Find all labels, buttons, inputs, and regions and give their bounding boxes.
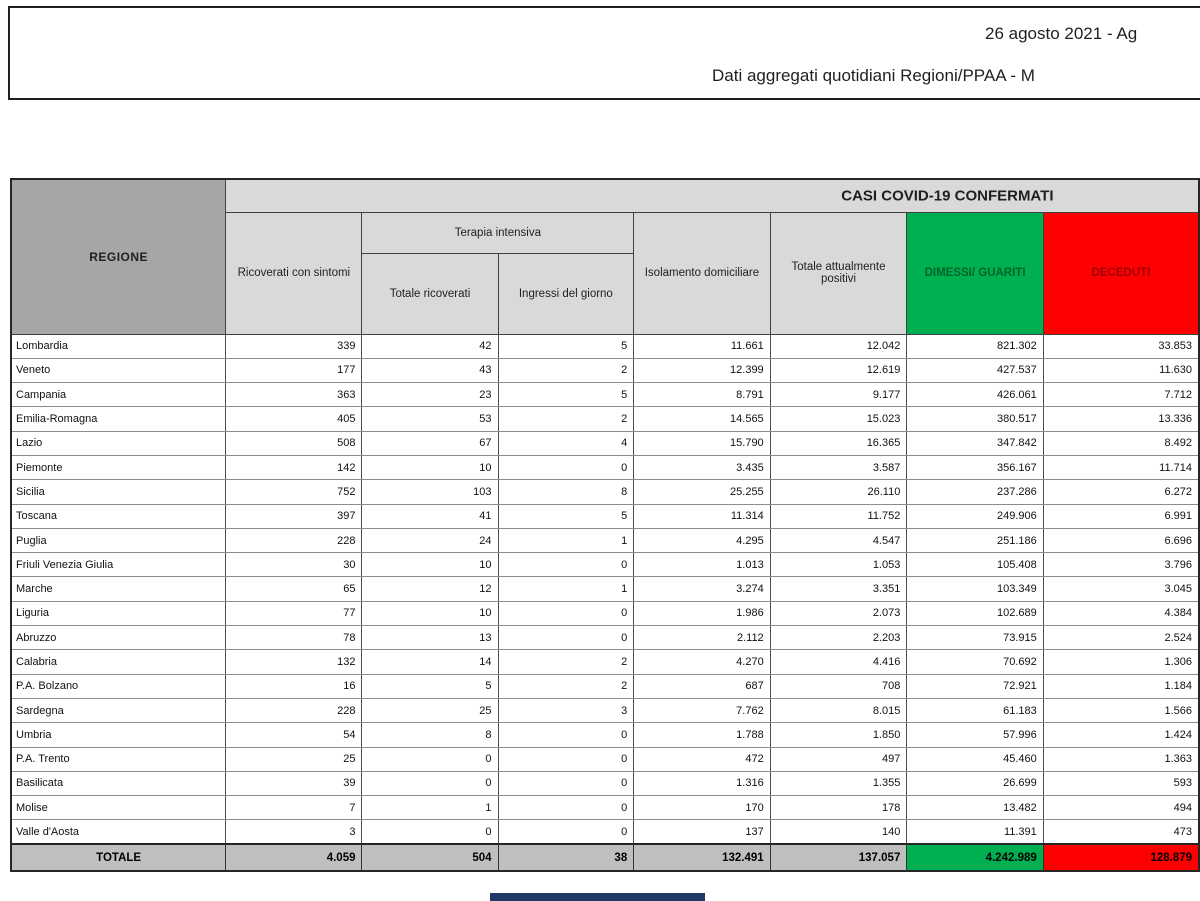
ti-ingressi-value: 5 — [498, 504, 634, 528]
positivi-value: 26.110 — [770, 480, 907, 504]
deceduti-value: 2.524 — [1043, 626, 1199, 650]
isolamento-value: 2.112 — [634, 626, 770, 650]
table-row — [11, 674, 1199, 698]
guariti-value: 105.408 — [907, 553, 1043, 577]
column-header-deceduti: DECEDUTI — [1043, 212, 1199, 334]
isolamento-value: 687 — [634, 674, 770, 698]
isolamento-value: 4.295 — [634, 528, 770, 552]
region-name: Molise — [11, 796, 226, 820]
deceduti-value: 3.045 — [1043, 577, 1199, 601]
region-name: Umbria — [11, 723, 226, 747]
positivi-value: 2.073 — [770, 601, 907, 625]
ricoverati-value: 142 — [226, 455, 362, 479]
column-header-ti-totale: Totale ricoverati — [362, 253, 498, 334]
ti-totale-value: 0 — [362, 820, 498, 844]
totale-isolamento: 132.491 — [634, 844, 770, 871]
deceduti-value: 494 — [1043, 796, 1199, 820]
positivi-value: 12.042 — [770, 334, 907, 358]
guariti-value: 347.842 — [907, 431, 1043, 455]
ti-totale-value: 42 — [362, 334, 498, 358]
isolamento-value: 12.399 — [634, 358, 770, 382]
ricoverati-value: 405 — [226, 407, 362, 431]
column-header-ricoverati: Ricoverati con sintomi — [226, 212, 362, 334]
column-header-regione: REGIONE — [11, 179, 226, 334]
covid-table — [10, 178, 1200, 872]
column-header-guariti: DIMESSI/ GUARITI — [907, 212, 1043, 334]
positivi-value: 708 — [770, 674, 907, 698]
ricoverati-value: 39 — [226, 771, 362, 795]
guariti-value: 73.915 — [907, 626, 1043, 650]
region-name: Valle d'Aosta — [11, 820, 226, 844]
ti-totale-value: 0 — [362, 747, 498, 771]
table-row — [11, 698, 1199, 722]
isolamento-value: 1.986 — [634, 601, 770, 625]
isolamento-value: 3.435 — [634, 455, 770, 479]
totale-label: TOTALE — [11, 844, 226, 871]
guariti-value: 72.921 — [907, 674, 1043, 698]
positivi-value: 4.416 — [770, 650, 907, 674]
ti-totale-value: 8 — [362, 723, 498, 747]
totale-guariti: 4.242.989 — [907, 844, 1043, 871]
ricoverati-value: 363 — [226, 383, 362, 407]
region-name: Friuli Venezia Giulia — [11, 553, 226, 577]
positivi-value: 497 — [770, 747, 907, 771]
positivi-value: 1.053 — [770, 553, 907, 577]
deceduti-value: 6.696 — [1043, 528, 1199, 552]
guariti-value: 45.460 — [907, 747, 1043, 771]
isolamento-value: 472 — [634, 747, 770, 771]
isolamento-value: 7.762 — [634, 698, 770, 722]
guariti-value: 821.302 — [907, 334, 1043, 358]
table-row — [11, 407, 1199, 431]
guariti-value: 249.906 — [907, 504, 1043, 528]
ti-totale-value: 24 — [362, 528, 498, 552]
table-row — [11, 626, 1199, 650]
guariti-value: 103.349 — [907, 577, 1043, 601]
guariti-value: 356.167 — [907, 455, 1043, 479]
positivi-value: 140 — [770, 820, 907, 844]
ricoverati-value: 752 — [226, 480, 362, 504]
deceduti-value: 6.272 — [1043, 480, 1199, 504]
totale-row — [11, 844, 1199, 871]
table-row — [11, 358, 1199, 382]
positivi-value: 16.365 — [770, 431, 907, 455]
isolamento-value: 1.788 — [634, 723, 770, 747]
table-row — [11, 723, 1199, 747]
ricoverati-value: 65 — [226, 577, 362, 601]
bottom-blue-bar — [490, 893, 705, 901]
region-name: Veneto — [11, 358, 226, 382]
ti-totale-value: 5 — [362, 674, 498, 698]
deceduti-value: 7.712 — [1043, 383, 1199, 407]
guariti-value: 11.391 — [907, 820, 1043, 844]
isolamento-value: 14.565 — [634, 407, 770, 431]
column-header-ti-ingressi: Ingressi del giorno — [498, 253, 634, 334]
ti-ingressi-value: 0 — [498, 723, 634, 747]
ti-ingressi-value: 0 — [498, 747, 634, 771]
table-row — [11, 771, 1199, 795]
deceduti-value: 6.991 — [1043, 504, 1199, 528]
table-row — [11, 747, 1199, 771]
isolamento-value: 3.274 — [634, 577, 770, 601]
casi-confermati-banner: CASI COVID-19 CONFERMATI — [226, 179, 1199, 212]
table-row — [11, 334, 1199, 358]
region-name: Liguria — [11, 601, 226, 625]
ricoverati-value: 77 — [226, 601, 362, 625]
region-name: Marche — [11, 577, 226, 601]
ti-ingressi-value: 3 — [498, 698, 634, 722]
region-name: Toscana — [11, 504, 226, 528]
ti-ingressi-value: 0 — [498, 796, 634, 820]
guariti-value: 237.286 — [907, 480, 1043, 504]
table-row — [11, 528, 1199, 552]
deceduti-value: 4.384 — [1043, 601, 1199, 625]
ricoverati-value: 16 — [226, 674, 362, 698]
ricoverati-value: 54 — [226, 723, 362, 747]
ti-ingressi-value: 1 — [498, 528, 634, 552]
table-row — [11, 601, 1199, 625]
ti-ingressi-value: 0 — [498, 626, 634, 650]
ti-totale-value: 10 — [362, 455, 498, 479]
ti-totale-value: 13 — [362, 626, 498, 650]
deceduti-value: 1.424 — [1043, 723, 1199, 747]
region-name: Emilia-Romagna — [11, 407, 226, 431]
ti-ingressi-value: 0 — [498, 771, 634, 795]
ricoverati-value: 339 — [226, 334, 362, 358]
isolamento-value: 15.790 — [634, 431, 770, 455]
region-name: Puglia — [11, 528, 226, 552]
positivi-value: 15.023 — [770, 407, 907, 431]
table-row — [11, 650, 1199, 674]
ricoverati-value: 132 — [226, 650, 362, 674]
ti-ingressi-value: 2 — [498, 358, 634, 382]
isolamento-value: 170 — [634, 796, 770, 820]
table-row — [11, 820, 1199, 844]
table-row — [11, 796, 1199, 820]
ricoverati-value: 508 — [226, 431, 362, 455]
totale-ti: 504 — [362, 844, 498, 871]
ti-ingressi-value: 2 — [498, 674, 634, 698]
ricoverati-value: 78 — [226, 626, 362, 650]
guariti-value: 380.517 — [907, 407, 1043, 431]
ti-ingressi-value: 2 — [498, 407, 634, 431]
ti-totale-value: 53 — [362, 407, 498, 431]
ti-ingressi-value: 1 — [498, 577, 634, 601]
ti-ingressi-value: 5 — [498, 334, 634, 358]
table-footer — [11, 844, 1199, 871]
deceduti-value: 3.796 — [1043, 553, 1199, 577]
ricoverati-value: 228 — [226, 528, 362, 552]
ti-totale-value: 67 — [362, 431, 498, 455]
ti-totale-value: 1 — [362, 796, 498, 820]
ricoverati-value: 397 — [226, 504, 362, 528]
ti-ingressi-value: 8 — [498, 480, 634, 504]
isolamento-value: 1.013 — [634, 553, 770, 577]
ti-ingressi-value: 0 — [498, 455, 634, 479]
ricoverati-value: 30 — [226, 553, 362, 577]
report-header — [8, 6, 1200, 100]
totale-ingressi: 38 — [498, 844, 634, 871]
totale-ricoverati: 4.059 — [226, 844, 362, 871]
region-name: Sardegna — [11, 698, 226, 722]
region-name: Calabria — [11, 650, 226, 674]
ti-totale-value: 43 — [362, 358, 498, 382]
deceduti-value: 13.336 — [1043, 407, 1199, 431]
region-name: Piemonte — [11, 455, 226, 479]
guariti-value: 57.996 — [907, 723, 1043, 747]
positivi-value: 11.752 — [770, 504, 907, 528]
ti-ingressi-value: 4 — [498, 431, 634, 455]
isolamento-value: 1.316 — [634, 771, 770, 795]
guariti-value: 13.482 — [907, 796, 1043, 820]
ti-ingressi-value: 0 — [498, 820, 634, 844]
ricoverati-value: 228 — [226, 698, 362, 722]
column-header-positivi: Totale attualmente positivi — [770, 212, 907, 334]
guariti-value: 102.689 — [907, 601, 1043, 625]
guariti-value: 61.183 — [907, 698, 1043, 722]
isolamento-value: 25.255 — [634, 480, 770, 504]
deceduti-value: 33.853 — [1043, 334, 1199, 358]
ricoverati-value: 25 — [226, 747, 362, 771]
isolamento-value: 4.270 — [634, 650, 770, 674]
ti-totale-value: 12 — [362, 577, 498, 601]
guariti-value: 251.186 — [907, 528, 1043, 552]
ricoverati-value: 3 — [226, 820, 362, 844]
ti-totale-value: 23 — [362, 383, 498, 407]
region-name: Abruzzo — [11, 626, 226, 650]
column-header-terapia-intensiva: Terapia intensiva — [362, 212, 634, 253]
ti-totale-value: 0 — [362, 771, 498, 795]
ricoverati-value: 7 — [226, 796, 362, 820]
region-name: Sicilia — [11, 480, 226, 504]
column-header-isolamento: Isolamento domiciliare — [634, 212, 770, 334]
positivi-value: 4.547 — [770, 528, 907, 552]
ti-ingressi-value: 5 — [498, 383, 634, 407]
table-row — [11, 504, 1199, 528]
positivi-value: 12.619 — [770, 358, 907, 382]
table-row — [11, 577, 1199, 601]
table-row — [11, 383, 1199, 407]
positivi-value: 2.203 — [770, 626, 907, 650]
region-name: Basilicata — [11, 771, 226, 795]
guariti-value: 426.061 — [907, 383, 1043, 407]
ti-totale-value: 14 — [362, 650, 498, 674]
region-name: P.A. Bolzano — [11, 674, 226, 698]
ti-totale-value: 41 — [362, 504, 498, 528]
isolamento-value: 11.661 — [634, 334, 770, 358]
positivi-value: 1.355 — [770, 771, 907, 795]
deceduti-value: 11.714 — [1043, 455, 1199, 479]
positivi-value: 9.177 — [770, 383, 907, 407]
region-name: Campania — [11, 383, 226, 407]
positivi-value: 3.587 — [770, 455, 907, 479]
deceduti-value: 1.566 — [1043, 698, 1199, 722]
deceduti-value: 593 — [1043, 771, 1199, 795]
deceduti-value: 473 — [1043, 820, 1199, 844]
ti-totale-value: 10 — [362, 601, 498, 625]
table-row — [11, 553, 1199, 577]
region-name: Lombardia — [11, 334, 226, 358]
deceduti-value: 1.184 — [1043, 674, 1199, 698]
deceduti-value: 1.363 — [1043, 747, 1199, 771]
positivi-value: 8.015 — [770, 698, 907, 722]
ricoverati-value: 177 — [226, 358, 362, 382]
ti-totale-value: 25 — [362, 698, 498, 722]
guariti-value: 427.537 — [907, 358, 1043, 382]
totale-deceduti: 128.879 — [1043, 844, 1199, 871]
positivi-value: 178 — [770, 796, 907, 820]
deceduti-value: 8.492 — [1043, 431, 1199, 455]
isolamento-value: 11.314 — [634, 504, 770, 528]
ti-totale-value: 103 — [362, 480, 498, 504]
deceduti-value: 1.306 — [1043, 650, 1199, 674]
region-name: Lazio — [11, 431, 226, 455]
table-row — [11, 431, 1199, 455]
deceduti-value: 11.630 — [1043, 358, 1199, 382]
guariti-value: 26.699 — [907, 771, 1043, 795]
report-source: Dati aggregati quotidiani Regioni/PPAA - M — [712, 66, 1035, 85]
table-body — [11, 334, 1199, 844]
table-row — [11, 480, 1199, 504]
ti-ingressi-value: 0 — [498, 601, 634, 625]
guariti-value: 70.692 — [907, 650, 1043, 674]
positivi-value: 3.351 — [770, 577, 907, 601]
table-row — [11, 455, 1199, 479]
ti-ingressi-value: 0 — [498, 553, 634, 577]
positivi-value: 1.850 — [770, 723, 907, 747]
ti-ingressi-value: 2 — [498, 650, 634, 674]
isolamento-value: 8.791 — [634, 383, 770, 407]
region-name: P.A. Trento — [11, 747, 226, 771]
table-header — [11, 179, 1199, 334]
report-date: 26 agosto 2021 - Ag — [985, 24, 1138, 43]
ti-totale-value: 10 — [362, 553, 498, 577]
isolamento-value: 137 — [634, 820, 770, 844]
totale-positivi: 137.057 — [770, 844, 907, 871]
